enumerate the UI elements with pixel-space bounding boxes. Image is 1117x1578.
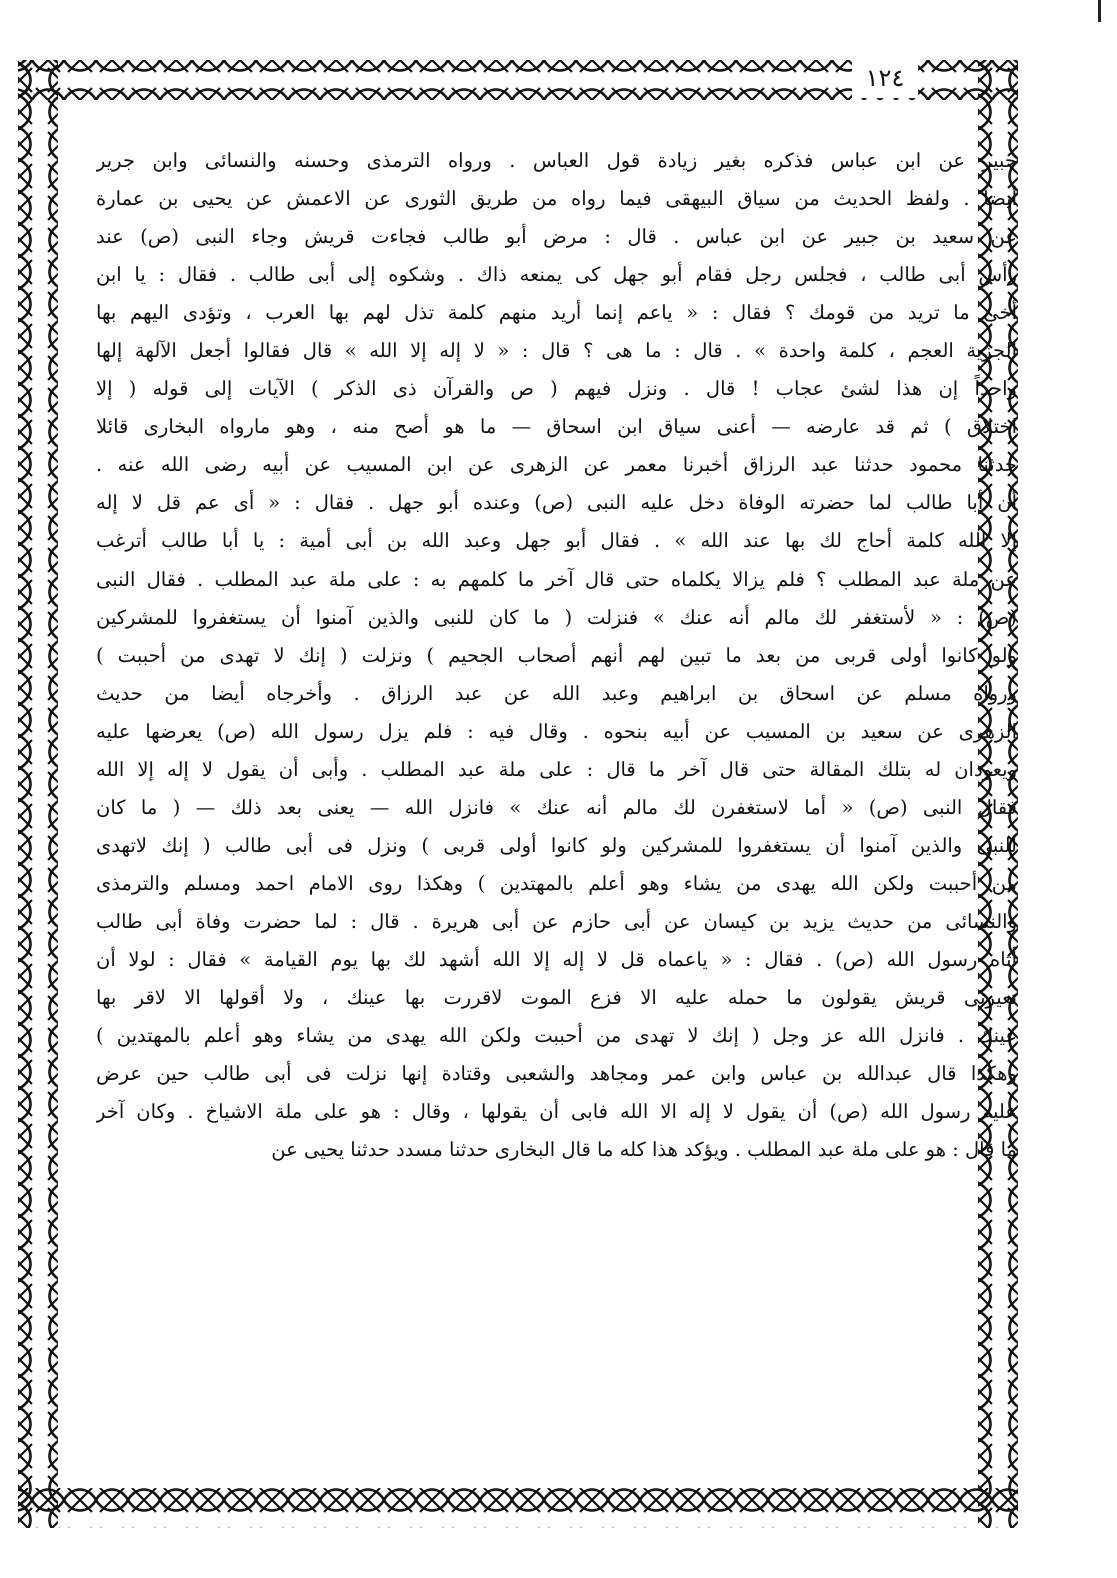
text-line: (ص) : « لأستغفر لك مالم أنه عنك » فنزلت ( ما كان للنبى والذين آمنوا أن يستغفروا للمشركين <box>96 605 1017 629</box>
text-line: أخى ما تريد من قومك ؟ فقال : « ياعم إنما أريد منهم كلمة تذل لهم بها العرب ، وتؤدى اليهم بها <box>96 301 1017 325</box>
text-line: ما قال : هو على ملة عبد المطلب . ويؤكد هذا كله ما قال البخارى حدثنا مسدد حدثنا يحيى عن <box>271 1138 1017 1162</box>
text-line: تعيرنى قريش يقولون ما حمله عليه الا فزع الموت لاقررت بها عينك ، ولا أقولها الا لاقر بها <box>96 986 1017 1010</box>
text-line: واحداً إن هذا لشئ عجاب ! قال . ونزل فيهم ( ص والقرآن ذى الذكر ) الآيات إلى قوله ( إلا <box>96 377 1017 401</box>
text-line: عن سعيد بن جبير عن ابن عباس . قال : مرض أبو طالب فجاءت قريش وجاء النبى (ص) عند <box>96 225 1017 249</box>
text-line: رأس أبى طالب ، فجلس رجل فقام أبو جهل كى يمنعه ذاك . وشكوه إلى أبى طالب . فقال : يا ابن <box>96 263 1017 287</box>
text-line: للنبى والذين آمنوا أن يستغفروا للمشركين ولو كانوا أولى قربى ) ونزل فى أبى طالب ( إنك لاتهدى <box>96 833 1017 857</box>
text-line: والنسائى من حديث يزيد بن كيسان عن أبى حازم عن أبى هريرة . قال : لما حضرت وفاة أبى طالب <box>96 909 1017 933</box>
scan-mark <box>1098 0 1101 22</box>
text-line: ويعودان له بتلك المقالة حتى قال آخر ما قال : على ملة عبد المطلب . وأبى أن يقول لا إله إلا الله <box>96 757 1017 781</box>
text-line: الجزية العجم ، كلمة واحدة » . قال : ما هى ؟ قال : « لا إله إلا الله » قال فقالوا أجعل الآلهة إلها <box>96 339 1017 363</box>
text-line: إلا الله كلمة أحاج لك بها عند الله » . فقال أبو جهل وعبد الله بن أبى أمية : يا أبا طالب أترغب <box>96 529 1017 553</box>
text-line: ورواه مسلم عن اسحاق بن ابراهيم وعبد الله عن عبد الرزاق . وأخرجاه أيضا من حديث <box>96 681 1017 705</box>
text-line: عليه رسول الله (ص) أن يقول لا إله الا الله فابى أن يقولها ، وقال : هو على ملة الاشياخ . وكان آخر <box>96 1100 1017 1124</box>
text-line: أيضا . ولفظ الحديث من سياق البيهقى فيما رواه من طريق الثورى عن الاعمش عن يحيى بن عمارة <box>96 187 1017 211</box>
text-line: أتاه رسول الله (ص) . فقال : « ياعماه قل لا إله إلا الله أشهد لك بها يوم القيامة » فقال : لولا أن <box>96 947 1017 971</box>
text-line: وهكذا قال عبدالله بن عباس وابن عمر ومجاهد والشعبى وقتادة إنها نزلت فى أبى طالب حين عرض <box>96 1062 1017 1086</box>
text-line: من أحببت ولكن الله يهدى من يشاء وهو أعلم بالمهتدين ) وهكذا روى الامام احمد ومسلم والترمذى <box>96 871 1017 895</box>
text-line: الزهرى عن سعيد بن المسيب عن أبيه بنحوه . وقال فيه : فلم يزل رسول الله (ص) يعرضها عليه <box>96 719 1017 743</box>
text-line: جبير عن ابن عباس فذكره بغير زيادة قول العباس . ورواه الترمذى وحسنه والنسائى وابن جرير <box>96 149 1017 172</box>
text-line: فقال النبى (ص) « أما لاستغفرن لك مالم أنه عنك » فانزل الله — يعنى بعد ذلك — ( ما كان <box>96 795 1017 819</box>
text-line: حدثنا محمود حدثنا عبد الرزاق أخبرنا معمر عن الزهرى عن ابن المسيب عن أبيه رضى الله عنه . <box>96 453 1017 477</box>
text-line: عينك . فانزل الله عز وجل ( إنك لا تهدى من أحببت ولكن الله يهدى من يشاء وهو أعلم بالمهتدين ) <box>96 1024 1017 1048</box>
body-text <box>96 142 1017 1169</box>
page-number: ١٢٤ <box>852 58 918 98</box>
text-line: اختلاق ) ثم قد عارضه — أعنى سياق ابن اسحاق — ما هو أصح منه ، وهو مارواه البخارى قائلا <box>96 415 1017 439</box>
text-line: عن ملة عبد المطلب ؟ فلم يزالا يكلماه حتى قال آخر ما كلمهم به : على ملة عبد المطلب . فقال النبى <box>96 567 1017 591</box>
text-line: ولو كانوا أولى قربى من بعد ما تبين لهم أنهم أصحاب الجحيم ) ونزلت ( إنك لا تهدى من أحببت ) <box>96 643 1017 667</box>
text-line: أن أبا طالب لما حضرته الوفاة دخل عليه النبى (ص) وعنده أبو جهل . فقال : « أى عم قل لا إله <box>96 491 1017 515</box>
